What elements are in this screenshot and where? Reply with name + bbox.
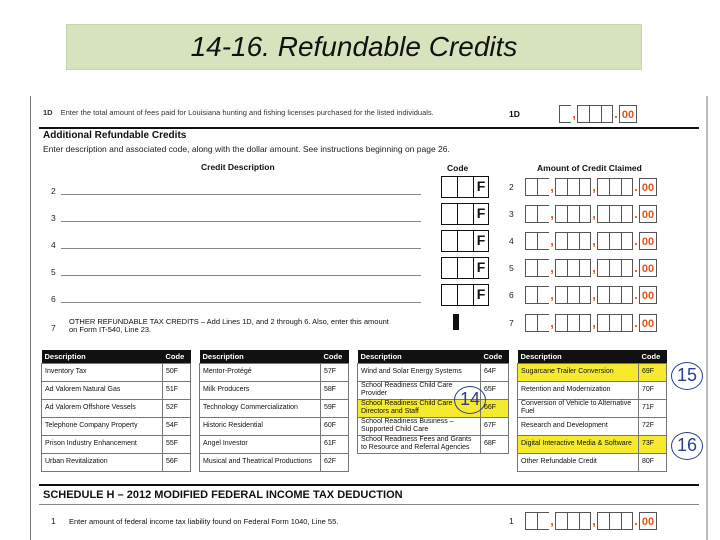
line-7-text-1: OTHER REFUNDABLE TAX CREDITS – Add Lines 1D, and 2 through 6. Also, enter this amount [69,317,389,326]
line-2-amount[interactable]: , , . 00 [525,178,657,196]
table-row: Telephone Company Property 54F [42,417,191,435]
line-6-right-number: 6 [509,290,514,300]
section-title: Additional Refundable Credits [43,130,187,141]
line-6-cents: 00 [639,286,657,304]
table-row: School Readiness Child Care Provider 65F [358,381,509,399]
line-3-cents: 00 [639,205,657,223]
table-row: Urban Revitalization 56F [42,453,191,471]
table-row: Retention and Modernization 70F [518,381,667,399]
line-6-code-box[interactable] [441,284,489,306]
line-2-cents: 00 [639,178,657,196]
line-5-right-number: 5 [509,263,514,273]
line-7-number: 7 [51,323,56,333]
table-header-code: Code [163,350,191,363]
line-2-number: 2 [51,186,56,196]
line-5-description-field[interactable] [61,275,421,276]
section-instructions: Enter description and associated code, along with the dollar amount. See instructions beginning on page 26. [43,144,450,154]
line-3-code: F [473,203,489,225]
line-4-description-field[interactable] [61,248,421,249]
line-4-right-number: 4 [509,236,514,246]
col-amount: Amount of Credit Claimed [537,163,642,173]
table-row: Musical and Theatrical Productions 62F [200,453,349,471]
line-3-right-number: 3 [509,209,514,219]
line-7-right-number: 7 [509,318,514,328]
table-header-description: Description [42,350,163,363]
line-5-code: F [473,257,489,279]
line-2-right-number: 2 [509,182,514,192]
code-table-4 [517,350,667,472]
table-row: Other Refundable Credit 80F [518,453,667,471]
table-row: Mentor-Protégé 57F [200,363,349,381]
table-header-description: Description [518,350,639,363]
table-row: Angel Investor 61F [200,435,349,453]
line-4-code: F [473,230,489,252]
line-2-code: F [473,176,489,198]
line-7-marker [453,314,459,330]
slide-title: 14-16. Refundable Credits [190,31,518,62]
line-5-number: 5 [51,267,56,277]
table-row-highlighted: School Readiness Child Care Directors and Staff 66F [358,399,509,417]
line-3-code-box[interactable] [441,203,489,225]
table-header-description: Description [200,350,321,363]
line-6-description-field[interactable] [61,302,421,303]
col-code: Code [447,163,469,173]
line-5-cents: 00 [639,259,657,277]
line-2-description-field[interactable] [61,194,421,195]
table-row: Prison Industry Enhancement 55F [42,435,191,453]
table-header-code: Code [481,350,509,363]
line-5-amount[interactable]: , , . 00 [525,259,657,277]
divider [39,127,699,129]
schedule-h-line-1-right-number: 1 [509,516,514,526]
table-row: Ad Valorem Offshore Vessels 52F [42,399,191,417]
annotation-14: 14 [454,386,486,414]
line-7-text [69,318,419,334]
line-6-amount[interactable]: , , . 00 [525,286,657,304]
table-row: Wind and Solar Energy Systems 64F [358,363,509,381]
line-1d-right-number: 1D [509,109,520,119]
line-1d-text: Enter the total amount of fees paid for Louisiana hunting and fishing licenses purchased for the listed individuals. [60,108,434,117]
line-6-number: 6 [51,294,56,304]
table-row: School Readiness Business – Supported Child Care 67F [358,417,509,435]
table-row: School Readiness Fees and Grants to Resource and Referral Agencies 68F [358,435,509,453]
table-header-description: Description [358,350,481,363]
schedule-h-title: SCHEDULE H – 2012 MODIFIED FEDERAL INCOME TAX DEDUCTION [43,489,403,501]
line-1d-number: 1D [43,108,53,117]
schedule-h-line-1-number: 1 [51,516,56,526]
tax-form-scan [30,96,706,540]
table-row: Ad Valorem Natural Gas 51F [42,381,191,399]
line-3-description-field[interactable] [61,221,421,222]
line-7-text-2: on Form IT-540, Line 23. [69,325,152,334]
table-header-code: Code [639,350,667,363]
line-6-code: F [473,284,489,306]
table-row-highlighted: Sugarcane Trailer Conversion 69F [518,363,667,381]
table-row-highlighted: Digital Interactive Media & Software 73F [518,435,667,453]
line-1d [43,108,434,117]
line-1d-amount[interactable]: , . 00 [559,105,637,123]
title-banner [66,24,642,70]
table-row: Technology Commercialization 59F [200,399,349,417]
table-row: Research and Development 72F [518,417,667,435]
table-header-code: Code [321,350,349,363]
annotation-15: 15 [671,362,703,390]
divider [39,504,699,505]
line-1d-cents: 00 [619,105,637,123]
code-table-3 [357,350,509,454]
table-row: Inventory Tax 50F [42,363,191,381]
line-5-code-box[interactable] [441,257,489,279]
schedule-h-cents: 00 [639,512,657,530]
line-4-number: 4 [51,240,56,250]
line-3-amount[interactable]: , , . 00 [525,205,657,223]
line-7-cents: 00 [639,314,657,332]
code-table-1 [41,350,191,472]
table-row: Conversion of Vehicle to Alternative Fuel 71F [518,399,667,417]
annotation-16: 16 [671,432,703,460]
line-7-amount[interactable]: , , . 00 [525,314,657,332]
line-2-code-box[interactable] [441,176,489,198]
code-table-2 [199,350,349,472]
divider [39,484,699,486]
line-4-cents: 00 [639,232,657,250]
table-row: Historic Residential 60F [200,417,349,435]
schedule-h-line-1-amount[interactable]: , , . 00 [525,512,657,530]
line-4-amount[interactable]: , , . 00 [525,232,657,250]
schedule-h-line-1-text: Enter amount of federal income tax liability found on Federal Form 1040, Line 55. [69,517,339,526]
line-3-number: 3 [51,213,56,223]
line-4-code-box[interactable] [441,230,489,252]
col-credit-description: Credit Description [201,162,275,172]
table-row: Milk Producers 58F [200,381,349,399]
